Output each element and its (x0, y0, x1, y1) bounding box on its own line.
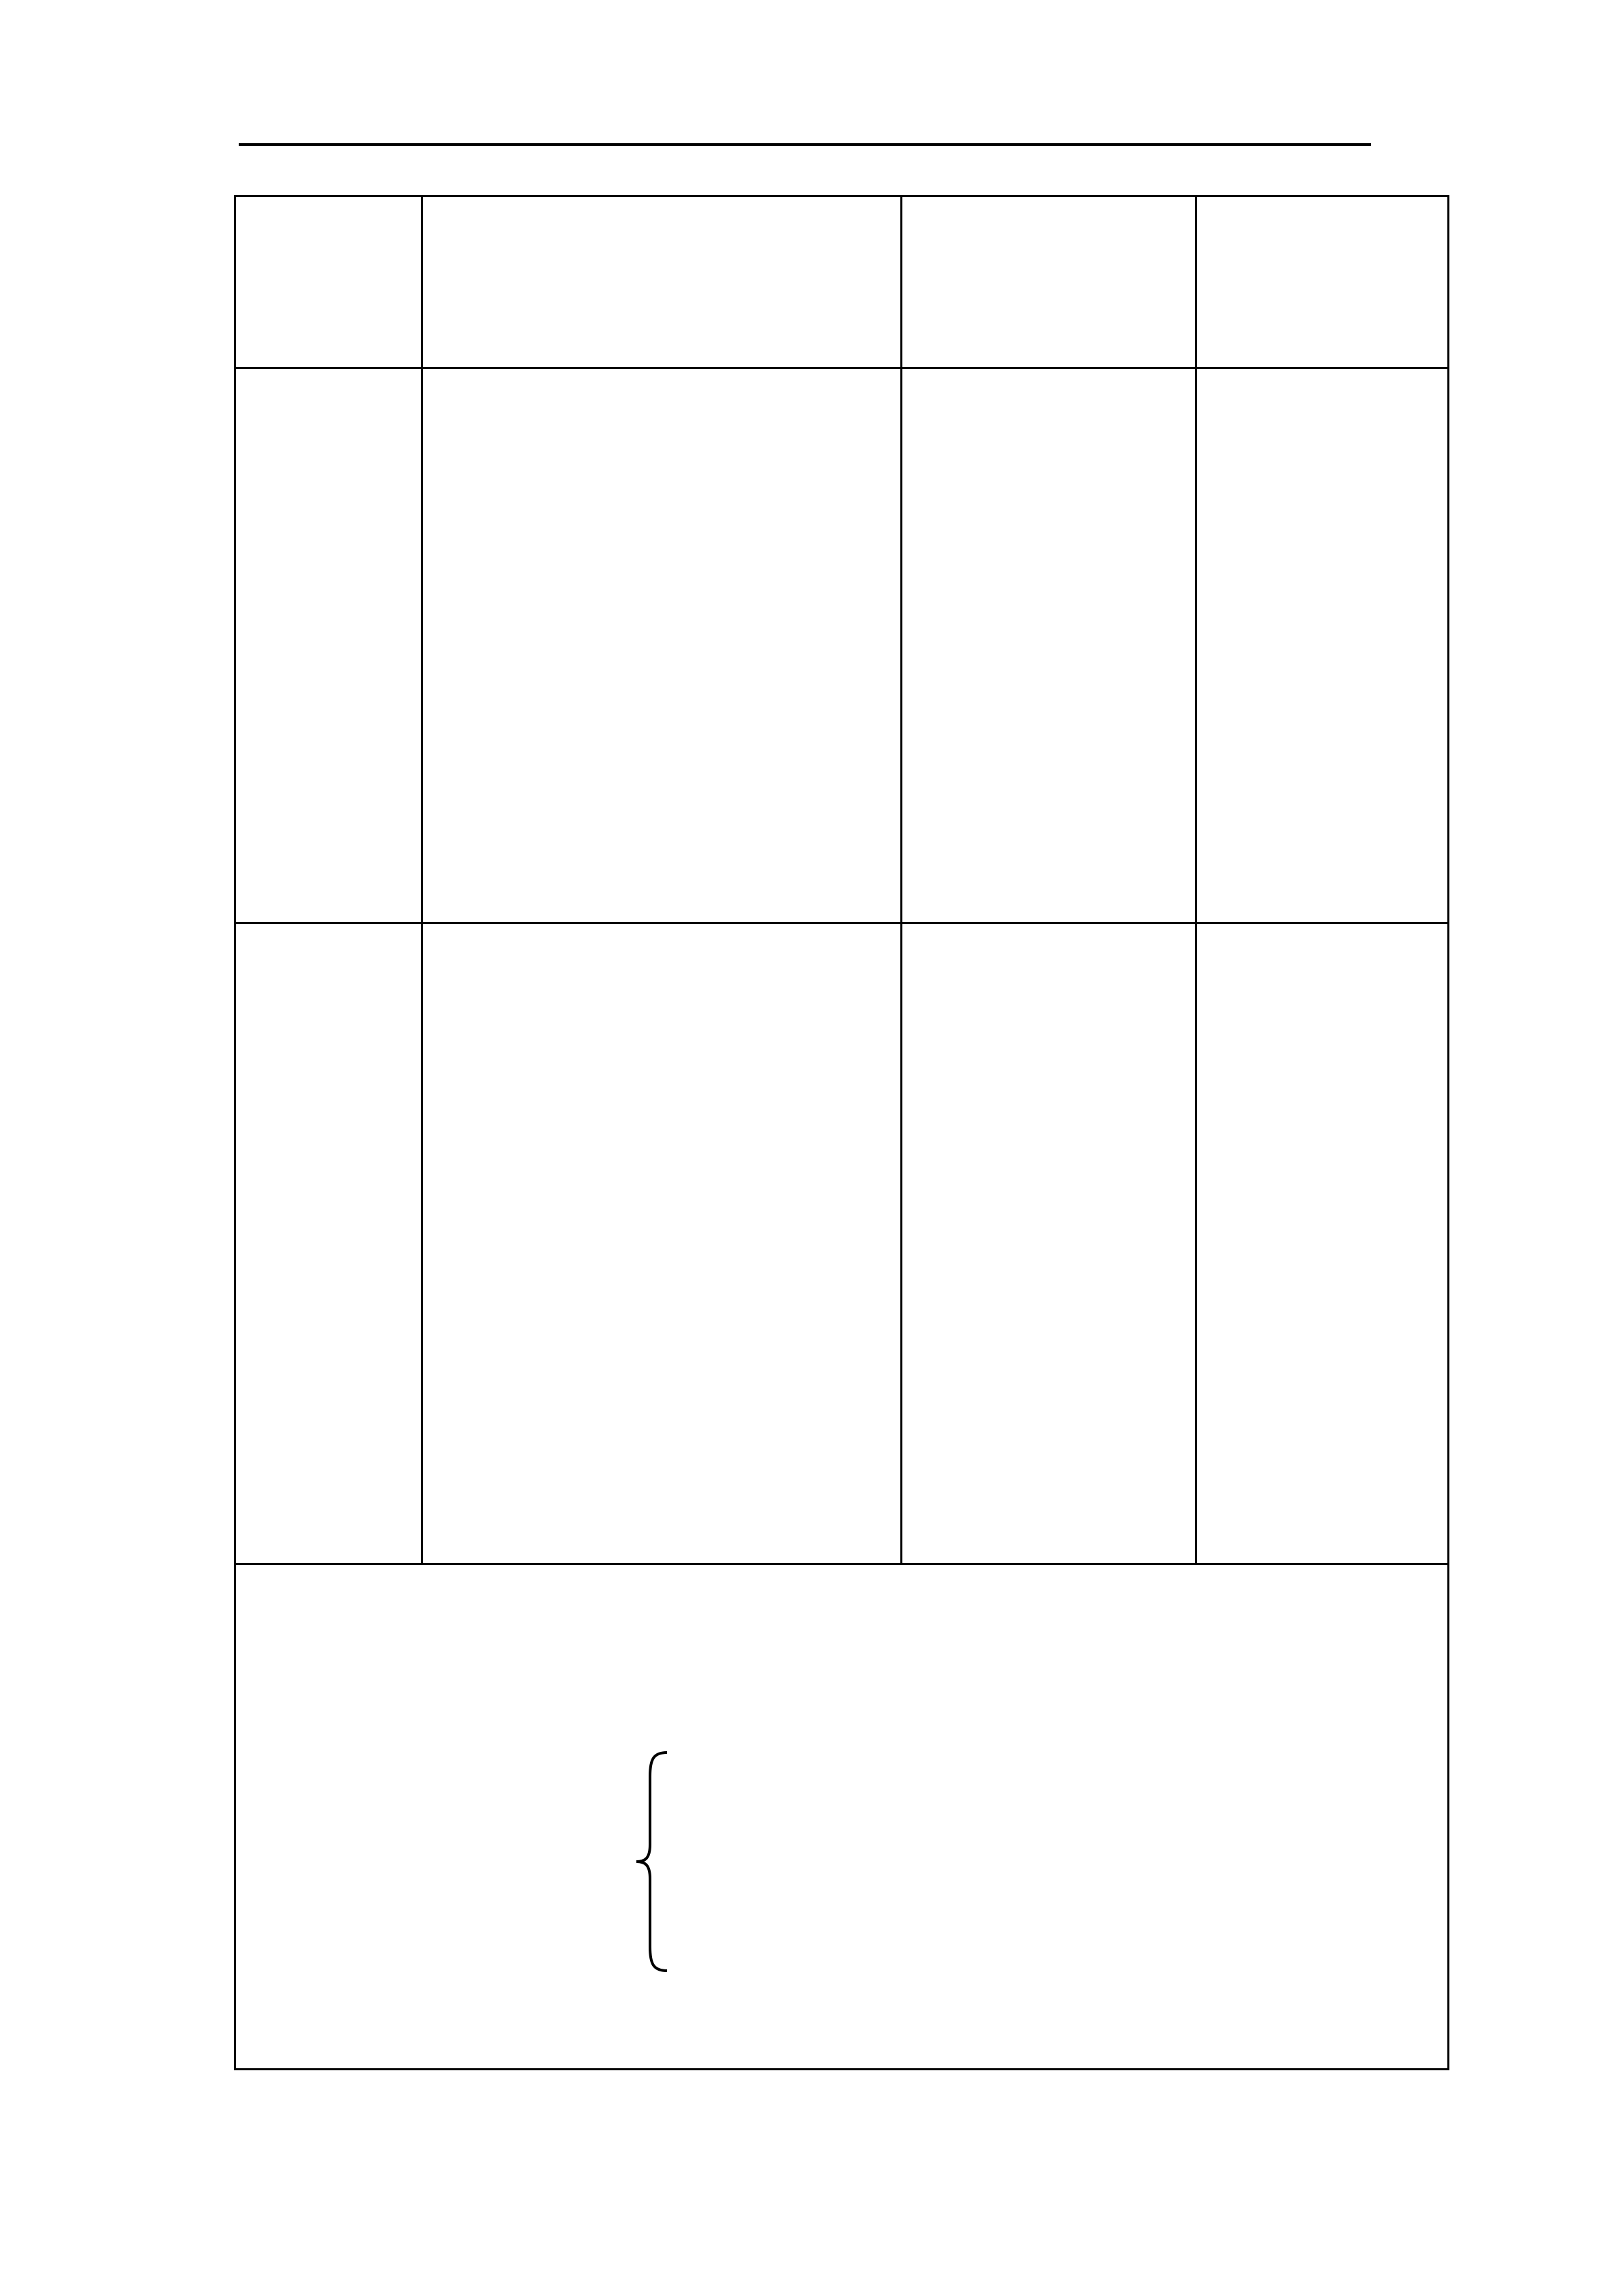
col-divider (421, 195, 423, 1563)
row-divider (234, 1563, 1449, 1565)
curly-brace-icon (633, 1749, 674, 1974)
row-divider (234, 922, 1449, 924)
row-divider (234, 367, 1449, 369)
col-divider (1195, 195, 1197, 1563)
lesson-table (234, 195, 1449, 2070)
col-divider (900, 195, 902, 1563)
header-rule (239, 143, 1371, 146)
